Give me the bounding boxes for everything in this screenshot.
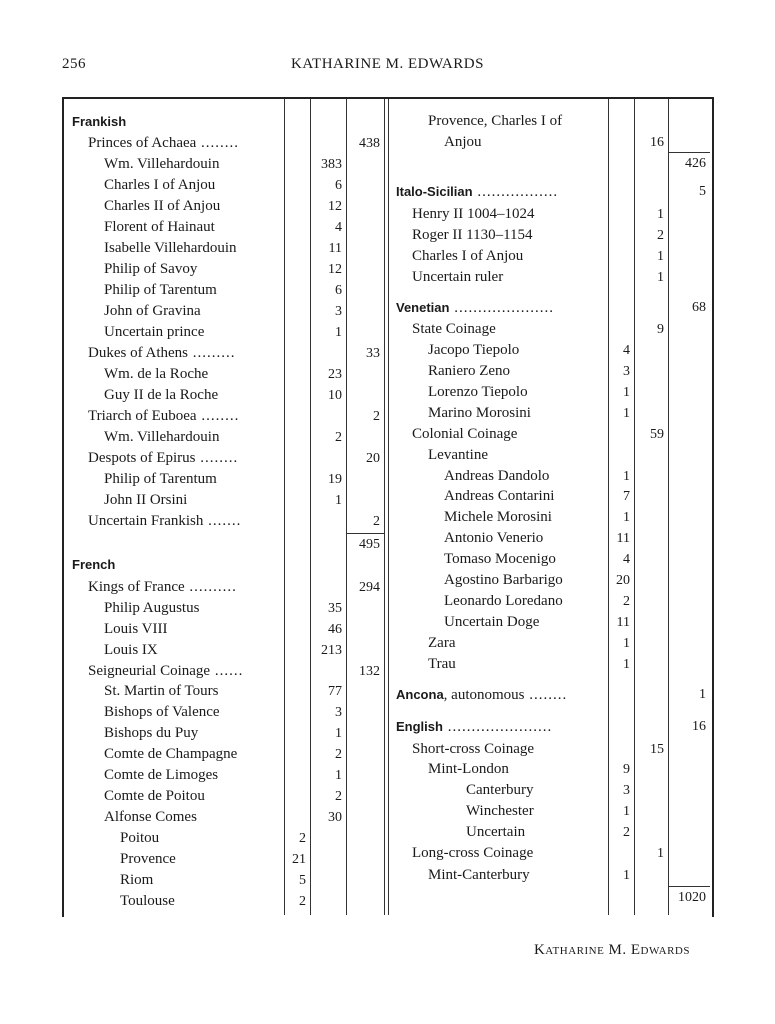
right-table-row-label <box>412 424 517 445</box>
right-table-row-label <box>466 780 533 801</box>
leader-dots: ...... <box>210 663 244 679</box>
right-table-row-label <box>412 267 503 288</box>
leader-dots: .......... <box>184 579 237 595</box>
right-table-row-label <box>412 204 534 225</box>
leader-dots: ........ <box>195 450 239 466</box>
entry-label: Charles II of Anjou <box>104 198 221 214</box>
right-count-col-2: 1 <box>657 846 664 861</box>
right-count-col-3: 1 <box>699 687 706 702</box>
leader-dots: ....... <box>203 513 242 529</box>
entry-label: Canterbury <box>466 782 534 798</box>
right-table-row-label <box>444 528 543 549</box>
entry-label: Marino Morosini <box>428 405 531 421</box>
entry-label: Roger II 1130–1154 <box>412 227 533 243</box>
column-divider <box>384 99 385 915</box>
entry-label: Leonardo Loredano <box>444 593 563 609</box>
entry-label: Poitou <box>120 830 160 846</box>
left-table-row-label <box>88 661 243 682</box>
entry-label: Provence, Charles I of <box>428 113 563 129</box>
entry-label: Uncertain Frankish <box>88 513 204 529</box>
right-table-row-label <box>466 801 534 822</box>
left-table-row-label <box>88 133 239 154</box>
entry-label: Trau <box>428 656 456 672</box>
right-count-col-1: 1 <box>623 868 630 883</box>
left-table-row-label <box>104 154 219 175</box>
right-count-col-1: 11 <box>616 615 630 630</box>
entry-label: Uncertain Doge <box>444 614 540 630</box>
entry-label: Long-cross Coinage <box>412 845 534 861</box>
left-count-col-1: 5 <box>299 873 306 888</box>
left-count-col-3: 33 <box>366 346 380 361</box>
right-count-col-1: 4 <box>623 552 630 567</box>
entry-label: Philip Augustus <box>104 600 200 616</box>
left-table-row-label <box>120 828 159 849</box>
right-table-row-label <box>412 246 523 267</box>
right-table-row-label <box>396 716 552 737</box>
right-count-col-1: 7 <box>623 489 630 504</box>
entry-label: Wm. Villehardouin <box>104 429 220 445</box>
left-count-col-2: 3 <box>335 705 342 720</box>
section-heading: French <box>72 557 116 572</box>
left-count-col-2: 2 <box>335 430 342 445</box>
right-count-col-1: 3 <box>623 364 630 379</box>
left-count-col-2: 1 <box>335 325 342 340</box>
entry-label: Provence <box>120 851 176 867</box>
entry-label: Anjou <box>444 134 482 150</box>
left-count-col-2: 1 <box>335 768 342 783</box>
entry-label: Riom <box>120 872 154 888</box>
entry-label: Bishops of Valence <box>104 704 220 720</box>
entry-label: Tomaso Mocenigo <box>444 551 556 567</box>
entry-label: Despots of Epirus <box>88 450 196 466</box>
left-table-row-label <box>104 619 167 640</box>
entry-label: Colonial Coinage <box>412 426 518 442</box>
left-column-rule-3 <box>346 99 347 915</box>
right-table-row-label <box>444 466 549 487</box>
leader-dots: ........ <box>196 408 240 424</box>
left-table-row-label <box>104 217 215 238</box>
left-count-col-2: 213 <box>321 643 342 658</box>
entry-label: Antonio Venerio <box>444 530 544 546</box>
left-count-col-2: 1 <box>335 493 342 508</box>
entry-label: State Coinage <box>412 321 496 337</box>
right-table-row-label <box>444 132 482 153</box>
entry-label: Lorenzo Tiepolo <box>428 384 528 400</box>
entry-label: Philip of Tarentum <box>104 471 217 487</box>
left-table-row-label <box>88 448 238 469</box>
left-table-row-label <box>104 640 158 661</box>
entry-label: John of Gravina <box>104 303 201 319</box>
right-table-row-label <box>428 403 531 424</box>
entry-label: Wm. Villehardouin <box>104 156 220 172</box>
left-count-col-2: 10 <box>328 388 342 403</box>
entry-label: Uncertain ruler <box>412 269 504 285</box>
right-table-row-label <box>396 181 558 202</box>
right-count-col-2: 15 <box>650 742 664 757</box>
right-table-row-label <box>412 843 533 864</box>
entry-label: Philip of Tarentum <box>104 282 217 298</box>
left-count-col-2: 4 <box>335 220 342 235</box>
leader-dots: ..................... <box>449 300 554 316</box>
entry-label: Mint-Canterbury <box>428 867 530 883</box>
right-table-row-label <box>396 684 567 705</box>
leader-dots: ...................... <box>442 719 553 735</box>
right-count-col-1: 1 <box>623 636 630 651</box>
left-count-col-1: 2 <box>299 831 306 846</box>
right-count-col-2: 1 <box>657 207 664 222</box>
left-table-row-label <box>104 196 220 217</box>
right-table-row-label <box>444 549 556 570</box>
right-count-col-3: 1020 <box>678 890 706 905</box>
left-count-col-2: 11 <box>328 241 342 256</box>
right-count-col-3: 426 <box>685 156 706 171</box>
entry-label: Princes of Achaea <box>88 135 197 151</box>
entry-label: Agostino Barbarigo <box>444 572 563 588</box>
column-divider <box>388 99 389 915</box>
right-count-col-3: 68 <box>692 300 706 315</box>
entry-label: Kings of France <box>88 579 185 595</box>
right-count-col-1: 1 <box>623 406 630 421</box>
left-count-col-2: 12 <box>328 199 342 214</box>
left-table-row-label <box>104 301 201 322</box>
running-title: KATHARINE M. EDWARDS <box>291 56 484 72</box>
right-count-col-1: 20 <box>616 573 630 588</box>
left-count-col-2: 30 <box>328 810 342 825</box>
left-count-col-3: 438 <box>359 136 380 151</box>
right-table-row-label <box>428 759 509 780</box>
left-count-col-3: 495 <box>359 537 380 552</box>
entry-label: Charles I of Anjou <box>104 177 216 193</box>
entry-label: Florent of Hainaut <box>104 219 215 235</box>
right-count-col-1: 2 <box>623 594 630 609</box>
left-count-col-3: 2 <box>373 514 380 529</box>
right-count-col-1: 1 <box>623 804 630 819</box>
entry-label: Charles I of Anjou <box>412 248 524 264</box>
section-heading: Frankish <box>72 114 127 129</box>
left-count-col-2: 46 <box>328 622 342 637</box>
entry-label: Short-cross Coinage <box>412 741 535 757</box>
left-table-row-label <box>104 385 218 406</box>
right-table-row-label <box>396 297 554 318</box>
right-table-row-label <box>428 361 510 382</box>
left-table-row-label <box>104 280 217 301</box>
right-table-row-label <box>428 445 488 466</box>
right-table-row-label <box>444 591 563 612</box>
left-table-row-label <box>72 111 126 132</box>
right-count-col-1: 2 <box>623 825 630 840</box>
entry-label: St. Martin of Tours <box>104 683 219 699</box>
left-table-row-label <box>88 511 241 532</box>
left-table-row-label <box>88 343 236 364</box>
entry-label: Dukes of Athens <box>88 345 188 361</box>
entry-label: Winchester <box>466 803 534 819</box>
right-count-col-2: 9 <box>657 322 664 337</box>
entry-label: Henry II 1004–1024 <box>412 206 535 222</box>
right-count-col-1: 1 <box>623 469 630 484</box>
left-table-row-label <box>104 807 197 828</box>
left-column-rule-1 <box>284 99 285 915</box>
left-count-col-2: 6 <box>335 283 342 298</box>
section-heading: English <box>396 719 443 734</box>
left-count-col-3: 2 <box>373 409 380 424</box>
left-table-row-label <box>88 577 237 598</box>
right-count-col-2: 1 <box>657 270 664 285</box>
right-table-row-label <box>412 739 534 760</box>
section-heading: Ancona <box>396 687 444 702</box>
left-table-row-label <box>104 175 215 196</box>
left-count-col-1: 2 <box>299 894 306 909</box>
left-count-col-2: 3 <box>335 304 342 319</box>
left-table-row-label <box>88 406 239 427</box>
entry-label: Wm. de la Roche <box>104 366 209 382</box>
right-count-col-2: 16 <box>650 135 664 150</box>
entry-label: Mint-London <box>428 761 509 777</box>
left-count-col-3: 132 <box>359 664 380 679</box>
right-count-col-1: 3 <box>623 783 630 798</box>
right-count-col-2: 1 <box>657 249 664 264</box>
entry-label: Uncertain prince <box>104 324 205 340</box>
left-table-row-label <box>104 364 208 385</box>
right-table-row-label <box>444 570 563 591</box>
entry-label: Bishops du Puy <box>104 725 199 741</box>
right-count-col-1: 4 <box>623 343 630 358</box>
left-table-row-label <box>104 427 219 448</box>
entry-label: Levantine <box>428 447 488 463</box>
left-count-col-2: 23 <box>328 367 342 382</box>
left-count-col-2: 35 <box>328 601 342 616</box>
left-table-row-label <box>104 681 219 702</box>
entry-label: Seigneurial Coinage <box>88 663 211 679</box>
right-table-row-label <box>444 486 554 507</box>
right-table-row-label <box>428 340 519 361</box>
left-table-row-label <box>104 322 204 343</box>
entry-label: Comte de Limoges <box>104 767 219 783</box>
entry-label: Louis IX <box>104 642 158 658</box>
entry-label: Alfonse Comes <box>104 809 197 825</box>
right-count-col-1: 1 <box>623 385 630 400</box>
left-table-row-label <box>104 702 220 723</box>
right-table-row-label <box>412 319 496 340</box>
left-table-row-label <box>72 554 115 575</box>
entry-suffix: , autonomous <box>443 687 525 703</box>
leader-dots: ......... <box>188 345 236 361</box>
entry-label: Uncertain <box>466 824 526 840</box>
right-table-row-label <box>466 822 525 843</box>
entry-label: Louis VIII <box>104 621 168 637</box>
leader-dots: ................. <box>472 184 559 200</box>
left-count-col-2: 77 <box>328 684 342 699</box>
left-table-row-label <box>104 786 205 807</box>
leader-dots: ........ <box>524 687 568 703</box>
right-count-col-2: 59 <box>650 427 664 442</box>
entry-label: Andreas Dandolo <box>444 468 550 484</box>
right-table-row-label <box>428 382 528 403</box>
right-count-col-1: 11 <box>616 531 630 546</box>
left-table-row-label <box>104 469 217 490</box>
leader-dots: ........ <box>196 135 240 151</box>
left-count-col-2: 19 <box>328 472 342 487</box>
left-table-row-label <box>120 891 175 912</box>
left-count-col-2: 383 <box>321 157 342 172</box>
page-number: 256 <box>62 56 86 72</box>
left-table-row-label <box>120 870 153 891</box>
entry-label: Raniero Zeno <box>428 363 511 379</box>
right-table-row-label <box>428 865 530 886</box>
right-count-col-2: 2 <box>657 228 664 243</box>
left-table-row-label <box>104 598 199 619</box>
entry-label: John II Orsini <box>104 492 188 508</box>
left-table-row-label <box>104 490 187 511</box>
left-count-col-2: 2 <box>335 747 342 762</box>
left-count-col-3: 20 <box>366 451 380 466</box>
entry-label: Triarch of Euboea <box>88 408 197 424</box>
left-table-row-label <box>104 723 198 744</box>
entry-label: Jacopo Tiepolo <box>428 342 520 358</box>
entry-label: Comte de Poitou <box>104 788 205 804</box>
right-count-col-3: 5 <box>699 184 706 199</box>
left-count-col-2: 1 <box>335 726 342 741</box>
left-table-row-label <box>104 259 197 280</box>
entry-label: Andreas Contarini <box>444 488 555 504</box>
entry-label: Michele Morosini <box>444 509 552 525</box>
left-count-col-2: 12 <box>328 262 342 277</box>
right-table-row-label <box>444 612 539 633</box>
left-table-row-label <box>104 765 218 786</box>
entry-label: Philip of Savoy <box>104 261 198 277</box>
right-table-row-label <box>412 225 533 246</box>
left-table-row-label <box>104 238 237 259</box>
left-table-row-label <box>104 744 237 765</box>
left-count-col-1: 21 <box>292 852 306 867</box>
right-table-row-label <box>428 633 455 654</box>
right-count-col-1: 1 <box>623 510 630 525</box>
section-heading: Venetian <box>396 300 450 315</box>
right-column-rule-3 <box>668 99 669 915</box>
entry-label: Isabelle Villehardouin <box>104 240 237 256</box>
section-heading: Italo-Sicilian <box>396 184 473 199</box>
left-table-row-label <box>120 849 176 870</box>
right-table-row-label <box>428 111 562 132</box>
left-count-col-2: 6 <box>335 178 342 193</box>
right-table-row-label <box>444 507 552 528</box>
entry-label: Comte de Champagne <box>104 746 238 762</box>
right-count-col-1: 1 <box>623 657 630 672</box>
left-count-col-3: 294 <box>359 580 380 595</box>
entry-label: Guy II de la Roche <box>104 387 219 403</box>
author-signature: Katharine M. Edwards <box>533 942 690 958</box>
entry-label: Toulouse <box>120 893 175 909</box>
entry-label: Zara <box>428 635 456 651</box>
right-count-col-3: 16 <box>692 719 706 734</box>
left-count-col-2: 2 <box>335 789 342 804</box>
right-table-row-label <box>428 654 456 675</box>
right-count-col-1: 9 <box>623 762 630 777</box>
